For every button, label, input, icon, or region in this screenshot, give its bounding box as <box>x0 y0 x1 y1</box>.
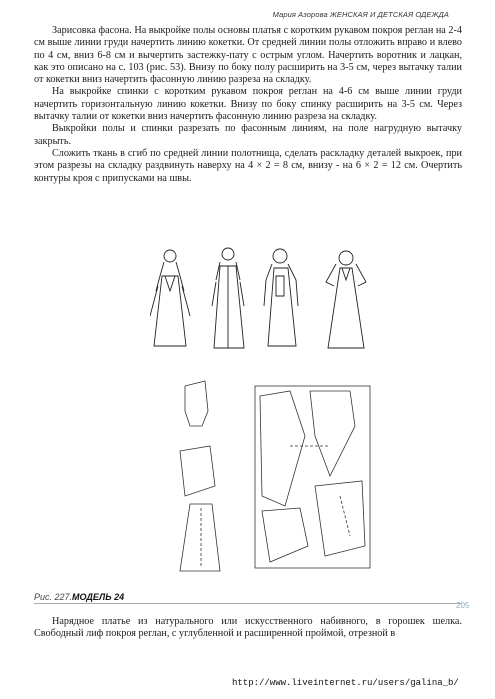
paragraph-4: Сложить ткань в сгиб по средней линии полотнища, сделать раскладку деталей выкроек, при этом разрезы на складку раздвинуть наверху на 4 × 2 = 8 см, внизу - на 6 × 2 = 12 см. Очертить контуры кроя с припусками на швы. <box>34 147 462 184</box>
pattern-pieces <box>180 381 370 571</box>
dress-sketches <box>150 248 366 348</box>
figure-caption <box>34 592 462 604</box>
caption-number: Рис. 227. <box>34 592 73 602</box>
running-header: Мария Азорова ЖЕНСКАЯ И ДЕТСКАЯ ОДЕЖДА <box>272 10 449 19</box>
paragraph-1: Зарисовка фасона. На выкройке полы основы платья с коротким рукавом покроя реглан на 2-4 см выше линии груди начертить линию кокетки. От средней линии полы отложить вправо и влево по 4 см, вниз 6-8 см и вычертить застежку-пату с острым углом. Начертить воротник и лацкан, как это описано на с. 103 (рис. 53). Внизу по боку полу расширить на 3-5 см, через вытачку талии от кокетки вниз начертить фасонную линию разреза на складку. <box>34 25 462 86</box>
bodice-piece <box>185 381 208 426</box>
page-number: 205 <box>456 601 470 610</box>
paragraph-5: Нарядное платье из натурального или искусственного набивного, в горошек шелка. Свободный лиф покроя реглан, с углубленной и расширенной проймой, отрезной в <box>34 616 462 640</box>
pattern-figure <box>150 246 390 576</box>
dress-sketch-1 <box>150 250 190 346</box>
sleeve-piece <box>180 446 215 496</box>
source-url: http://www.liveinternet.ru/users/galina_b/ <box>232 678 459 688</box>
caption-model: МОДЕЛЬ 24 <box>72 592 125 602</box>
body-text <box>34 25 462 185</box>
dress-sketch-3 <box>264 249 298 346</box>
paragraph-2: На выкройке спинки с коротким рукавом покроя реглан на 4-6 см выше линии груди начертить горизонтальную линию кокетки. Внизу по боку спинку расширить на 3-5 см. Через вытачку талии от кокетки вниз начертить фасонную линию разреза на складку. <box>34 86 462 123</box>
dress-sketch-4 <box>326 251 366 348</box>
dress-sketch-2 <box>212 248 244 348</box>
paragraph-3: Выкройки полы и спинки разрезать по фасонным линиям, на поле нагрудную вытачку закрыть. <box>34 123 462 147</box>
bottom-text <box>34 616 462 641</box>
skirt-piece <box>180 504 220 571</box>
